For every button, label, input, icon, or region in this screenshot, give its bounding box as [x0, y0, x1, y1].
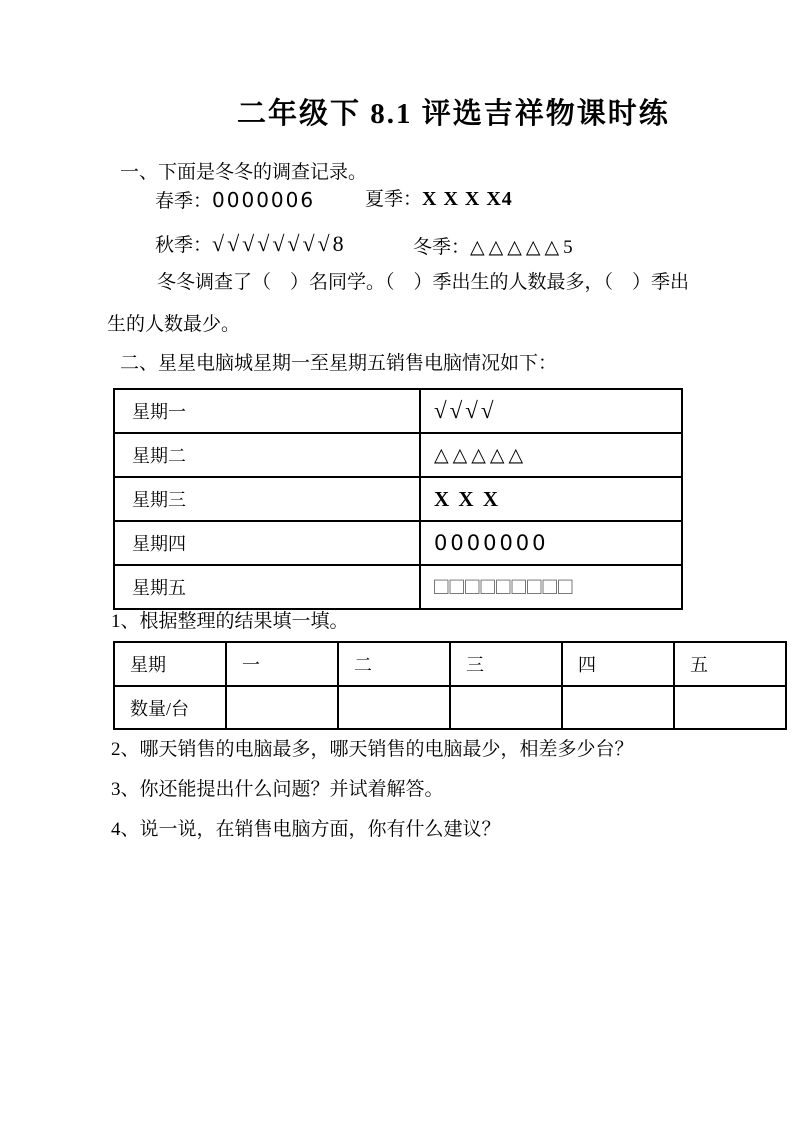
record-summer: [365, 184, 513, 211]
day-label-cell: 星期二: [114, 433, 420, 477]
header-cell-tue: 二: [338, 642, 450, 686]
record-spring: [155, 186, 315, 213]
record-autumn: [155, 230, 347, 257]
check-tally-marks: √√√√: [420, 389, 682, 433]
day-label-cell: 星期三: [114, 477, 420, 521]
table-row: [114, 686, 786, 729]
header-cell-thu: 四: [562, 642, 674, 686]
question-2: 2、哪天销售的电脑最多，哪天销售的电脑最少，相差多少台？: [111, 739, 634, 760]
table-row: [114, 389, 682, 433]
record-winter: [413, 232, 577, 259]
blank-answer-cell: [450, 686, 562, 729]
square-tally-marks: □□□□□□□□□: [420, 565, 682, 609]
page-title: 二年级下 8.1 评选吉祥物课时练: [237, 98, 670, 130]
triangle-tally-marks: △△△△△5: [470, 237, 577, 258]
blank-answer-cell: [674, 686, 786, 729]
record-summer-label: 夏季：: [365, 189, 423, 210]
record-winter-label: 冬季：: [413, 237, 471, 258]
circle-tally-marks: 0000006: [212, 188, 316, 212]
check-tally-marks: √√√√√√√√8: [212, 231, 347, 256]
record-autumn-label: 秋季：: [155, 235, 213, 256]
question-4: 4、说一说，在销售电脑方面，你有什么建议？: [111, 819, 501, 840]
header-cell-week: 星期: [114, 642, 226, 686]
table-row: [114, 565, 682, 609]
section1-heading: 一、下面是冬冬的调查记录。: [120, 162, 368, 183]
blank-answer-cell: [338, 686, 450, 729]
header-cell-wed: 三: [450, 642, 562, 686]
header-cell-mon: 一: [226, 642, 338, 686]
question-1: 1、根据整理的结果填一填。: [111, 611, 349, 632]
day-label-cell: 星期五: [114, 565, 420, 609]
x-tally-marks: X X X X4: [422, 188, 513, 210]
header-cell-fri: 五: [674, 642, 786, 686]
blank-answer-cell: [562, 686, 674, 729]
day-label-cell: 星期四: [114, 521, 420, 565]
section2-heading: 二、星星电脑城星期一至星期五销售电脑情况如下：: [120, 353, 558, 374]
fill-blank-sentence-line2: 生的人数最少。: [107, 314, 241, 335]
table-row: [114, 521, 682, 565]
sales-record-table: [113, 388, 683, 610]
tally-fill-table: [113, 641, 787, 730]
circle-tally-marks: 0000000: [420, 521, 682, 565]
day-label-cell: 星期一: [114, 389, 420, 433]
x-tally-marks: X X X: [420, 477, 682, 521]
triangle-tally-marks: △△△△△: [420, 433, 682, 477]
record-spring-label: 春季：: [155, 191, 213, 212]
table-row: [114, 433, 682, 477]
blank-answer-cell: [226, 686, 338, 729]
question-3: 3、你还能提出什么问题？并试着解答。: [111, 779, 444, 800]
row-label-quantity: 数量/台: [114, 686, 226, 729]
table-row: [114, 477, 682, 521]
table-row: [114, 642, 786, 686]
fill-blank-sentence-line1: 冬冬调查了（ ）名同学。（ ）季出生的人数最多，（ ）季出: [157, 272, 690, 293]
